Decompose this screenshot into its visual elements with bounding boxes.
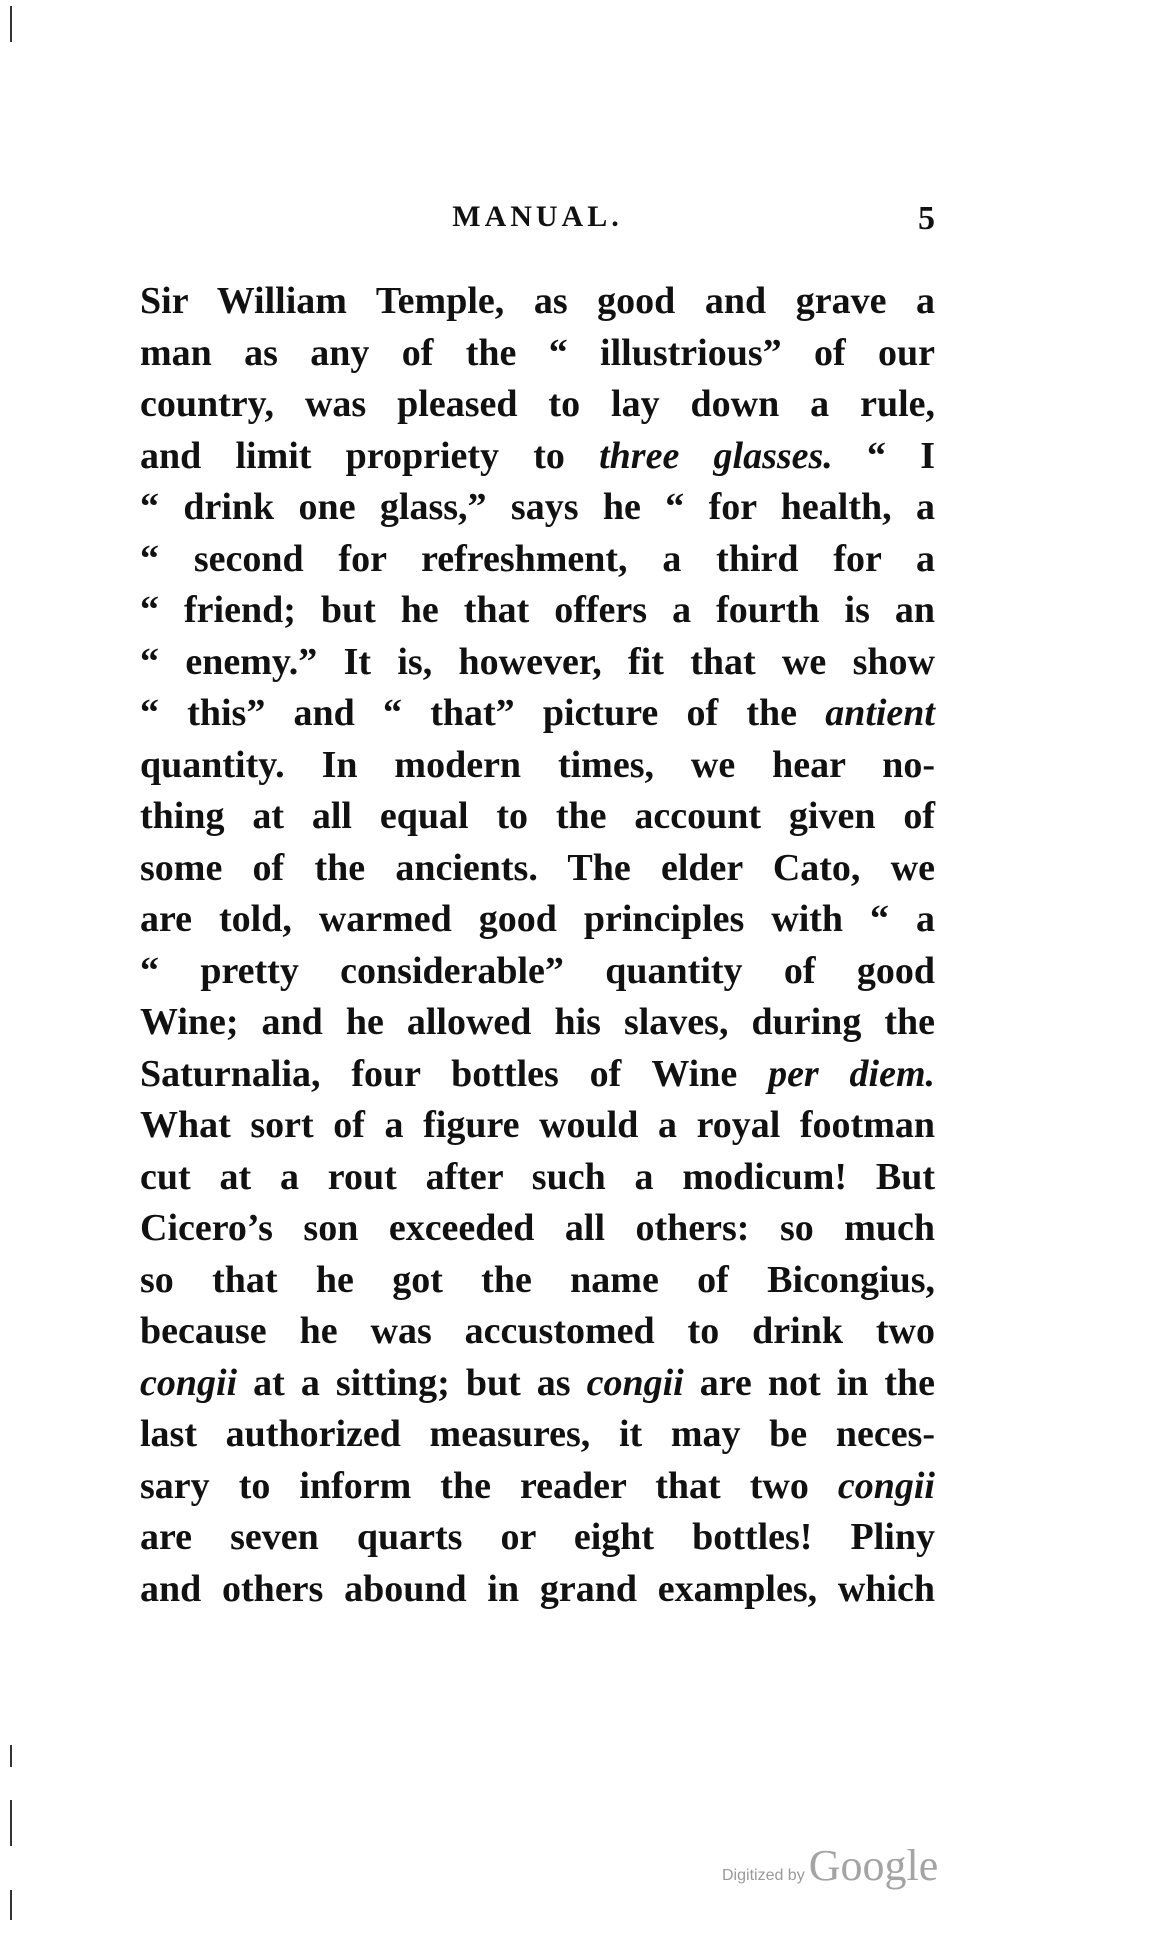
- text-segment: and limit propriety to: [140, 434, 600, 477]
- text-line: “ friend; but he that offers a fourth is an: [140, 589, 935, 631]
- text-segment: Saturnalia, four bottles of Wine: [140, 1052, 769, 1095]
- text-line: because he was accustomed to drink two: [140, 1310, 935, 1352]
- text-line: so that he got the name of Bicongius,: [140, 1258, 935, 1301]
- scan-margin-mark: [10, 1745, 12, 1767]
- text-line: Wine; and he allowed his slaves, during the: [140, 1001, 935, 1043]
- italic-segment: antient: [825, 692, 935, 734]
- text-line: “ pretty considerable” quantity of good: [140, 949, 935, 992]
- running-head: [140, 200, 935, 240]
- italic-segment: congii: [140, 1361, 238, 1404]
- italic-segment: congii: [837, 1464, 935, 1507]
- text-line: Cicero’s son exceeded all others: so much: [140, 1207, 935, 1249]
- text-segment: are not in the: [683, 1361, 935, 1404]
- text-segment: “ this” and “ that” picture of the: [140, 692, 826, 734]
- text-line: some of the ancients. The elder Cato, we: [140, 846, 935, 889]
- text-line: man as any of the “ illustrious” of our: [140, 331, 935, 374]
- text-line: thing at all equal to the account given of: [140, 795, 935, 837]
- text-line: [140, 431, 935, 483]
- text-line: “ drink one glass,” says he “ for health, a: [140, 486, 935, 528]
- text-line: [140, 1049, 935, 1101]
- text-line: [140, 1358, 935, 1410]
- text-line: “ enemy.” It is, however, fit that we show: [140, 640, 935, 683]
- running-title: MANUAL.: [452, 200, 623, 233]
- text-line: are told, warmed good principles with “ a: [140, 898, 935, 940]
- text-segment: “ I: [832, 434, 936, 477]
- page-number: 5: [918, 200, 935, 237]
- text-line: country, was pleased to lay down a rule,: [140, 383, 935, 425]
- text-line: cut at a rout after such a modicum! But: [140, 1155, 935, 1198]
- body-text: [140, 276, 935, 1615]
- digitized-by-google-watermark: [722, 1840, 938, 1890]
- watermark-prefix: Digitized by: [722, 1867, 805, 1884]
- text-line: and others abound in grand examples, which: [140, 1567, 935, 1610]
- text-line: What sort of a figure would a royal footman: [140, 1104, 935, 1146]
- text-line: [140, 1461, 935, 1513]
- italic-segment: three glasses.: [599, 434, 833, 477]
- text-line: Sir William Temple, as good and grave a: [140, 280, 935, 322]
- text-line: last authorized measures, it may be neces-: [140, 1413, 935, 1455]
- text-line: quantity. In modern times, we hear no-: [140, 743, 935, 786]
- text-segment: sary to inform the reader that two: [140, 1464, 838, 1507]
- google-logo-text: Google: [808, 1841, 939, 1890]
- italic-segment: per diem.: [768, 1052, 936, 1095]
- scan-margin-mark: [10, 1800, 12, 1846]
- italic-segment: congii: [586, 1361, 684, 1404]
- text-line: are seven quarts or eight bottles! Pliny: [140, 1516, 935, 1558]
- text-line: “ second for refreshment, a third for a: [140, 537, 935, 580]
- scan-margin-mark: [10, 6, 12, 42]
- scan-margin-mark: [10, 1890, 12, 1920]
- text-line: [140, 688, 935, 740]
- text-segment: at a sitting; but as: [237, 1361, 587, 1404]
